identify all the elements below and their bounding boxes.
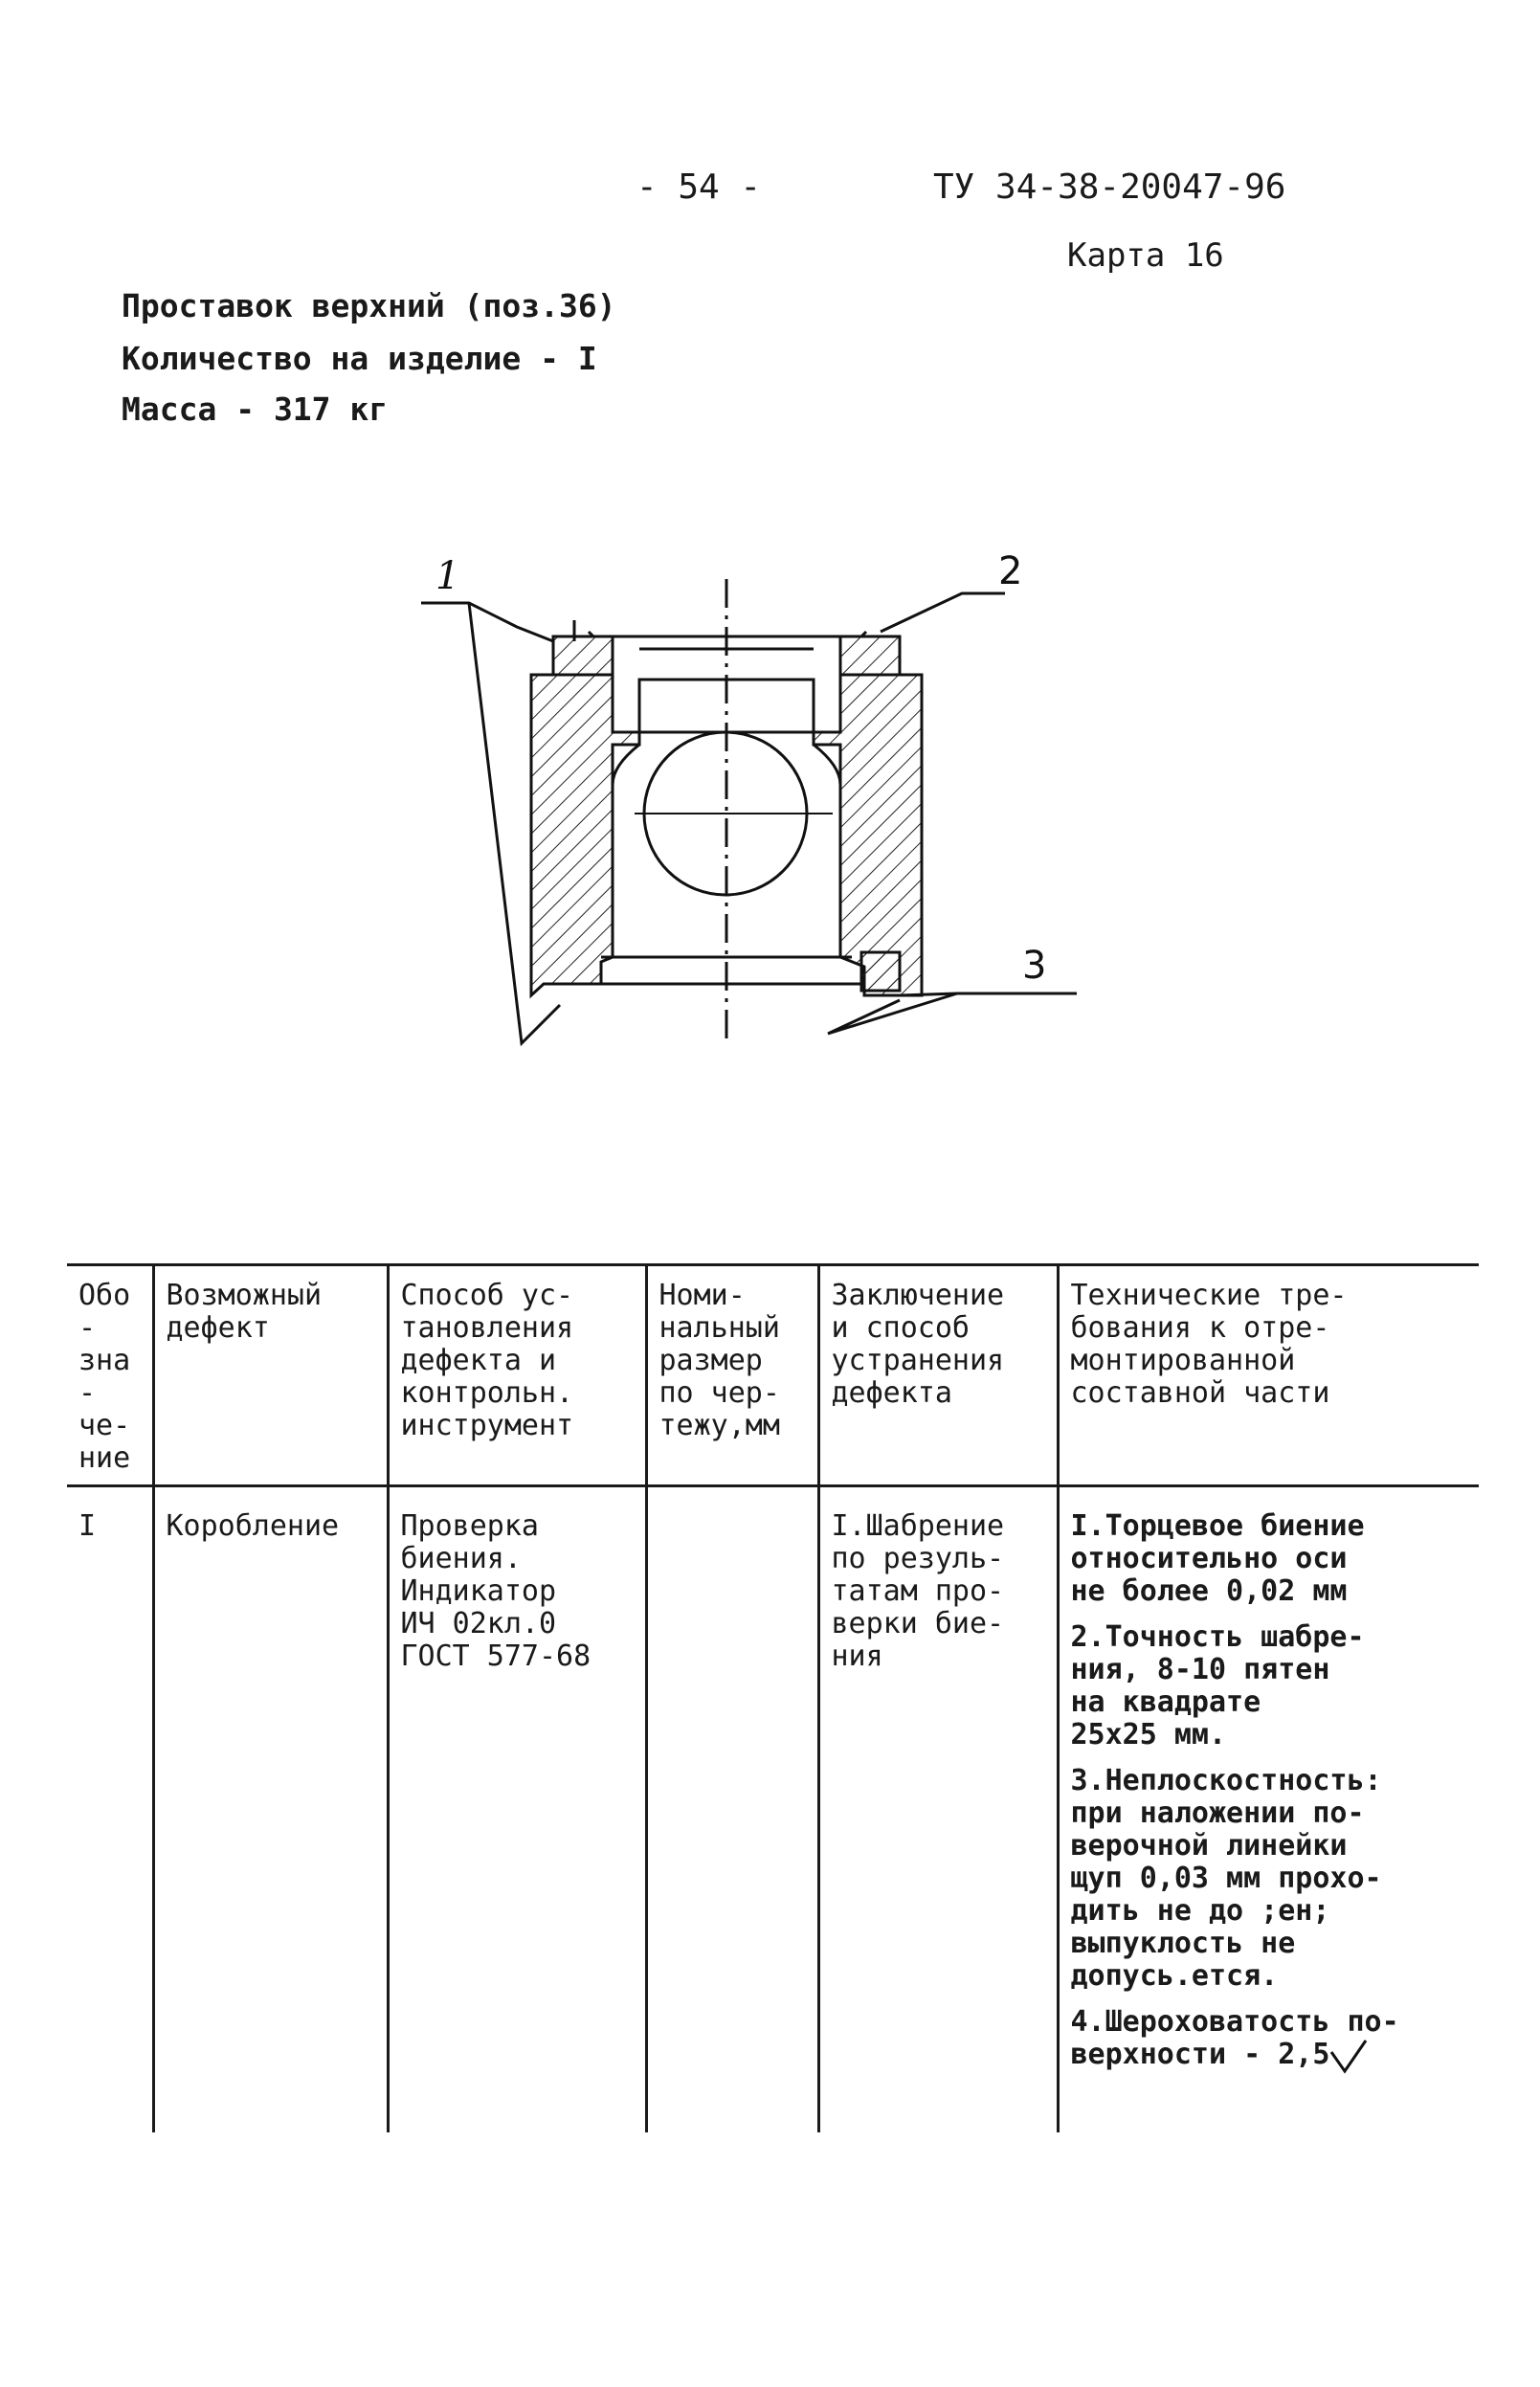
document-code: ТУ 34-38-20047-96 xyxy=(933,167,1286,207)
defect-table xyxy=(67,1263,1479,2132)
callout-3: 3 xyxy=(1022,944,1047,988)
cell-nominal-size xyxy=(646,1486,818,2133)
part-mass: Масса - 317 кг xyxy=(122,390,389,428)
requirement-4-text: 4.Шероховатость по- верхности - 2,5 xyxy=(1070,2005,1399,2071)
header-requirements: Технические тре- бования к отре- монтированной составной части xyxy=(1058,1265,1479,1486)
requirement-1: I.Торцевое биение относительно оси не более 0,02 мм xyxy=(1070,1509,1365,1608)
cell-defect: Коробление xyxy=(153,1486,388,2133)
header-conclusion: Заключение и способ устранения дефекта xyxy=(818,1265,1058,1486)
header-method: Способ ус- тановления дефекта и контрольн. инструмент xyxy=(388,1265,646,1486)
table-row xyxy=(67,1486,1479,2133)
header-defect: Возможный дефект xyxy=(153,1265,388,1486)
requirement-3: 3.Неплоскостность: при наложении по- верочной линейки щуп 0,03 мм прохо- дить не до ;ен; выпуклость не допусь.ется. xyxy=(1070,1764,1382,1993)
callout-2: 2 xyxy=(998,549,1023,593)
part-name: Проставок верхний (поз.36) xyxy=(122,287,616,324)
part-quantity: Количество на изделие - I xyxy=(122,340,597,377)
header-designation: Обо- зна- че- ние xyxy=(78,1279,131,1475)
table-header-row xyxy=(67,1265,1479,1486)
cell-conclusion: I.Шабрение по резуль- татам про- верки бие- ния xyxy=(818,1486,1058,2133)
header-nominal-size: Номи- нальный размер по чер- тежу,мм xyxy=(646,1265,818,1486)
page-number: - 54 - xyxy=(636,167,762,207)
cell-designation: I xyxy=(78,1509,97,1543)
requirement-4 xyxy=(1071,2006,1470,2077)
cell-requirements xyxy=(1058,1486,1479,2133)
roughness-symbol-icon xyxy=(1329,2039,1368,2077)
part-drawing xyxy=(392,546,1101,1082)
card-number: Карта 16 xyxy=(1067,236,1224,275)
cell-method: Проверка биения. Индикатор ИЧ 02кл.0 ГОСТ 577-68 xyxy=(388,1486,646,2133)
callout-1: 1 xyxy=(435,554,460,598)
requirement-2: 2.Точность шабре- ния, 8-10 пятен на квадрате 25х25 мм. xyxy=(1070,1620,1365,1751)
leader-lines xyxy=(421,593,1077,1043)
